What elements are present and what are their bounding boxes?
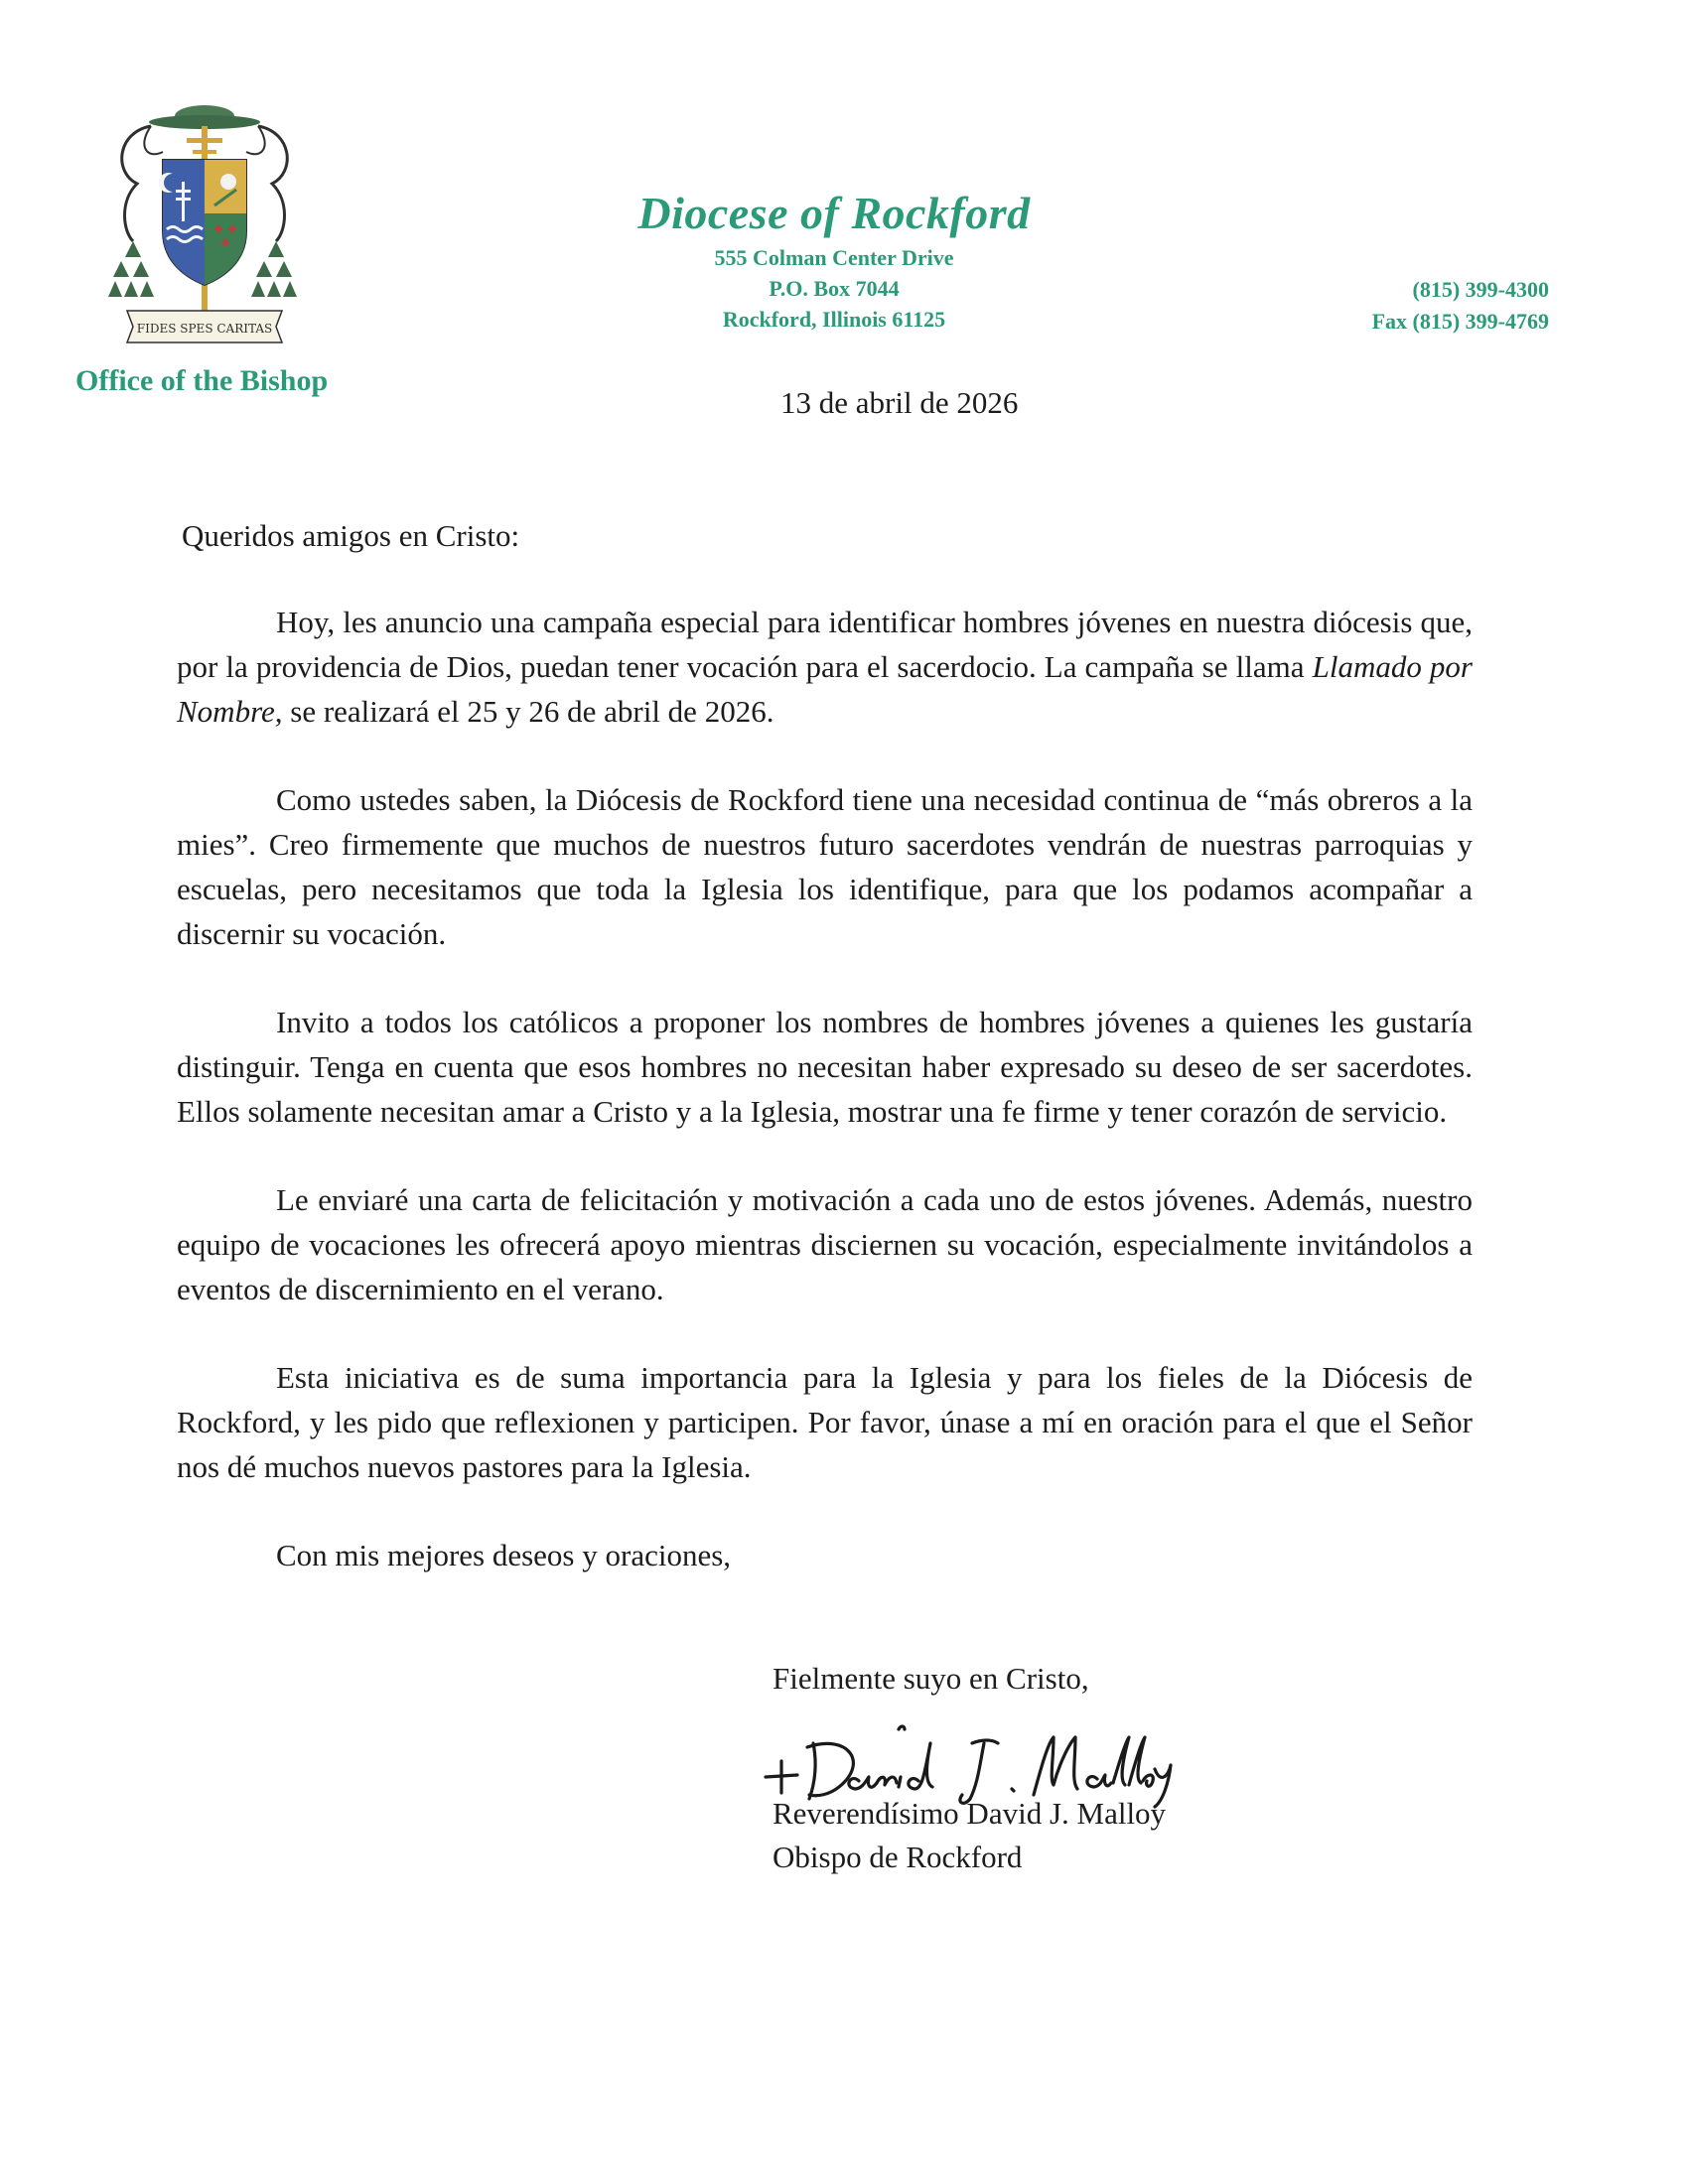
diocese-name: Diocese of Rockford <box>637 188 1031 238</box>
crest-motto: FIDES SPES CARITAS <box>136 322 273 336</box>
letter-body <box>177 600 1473 1577</box>
masthead <box>556 185 1112 335</box>
office-of-the-bishop: Office of the Bishop <box>75 364 329 397</box>
paragraph-3: Invito a todos los católicos a proponer los nombres de hombres jóvenes a quienes les gustaría distinguir. Tenga en cuenta que esos hombres no necesitan haber expresado su deseo de ser sacerdotes. Ellos solamente necesitan amar a Cristo y a la Iglesia, mostrar una fe firme y tener corazón de servicio. <box>177 1005 1473 1129</box>
paragraph-2: Como ustedes saben, la Diócesis de Rockford tiene una necesidad continua de “más obreros a la mies”. Creo firmemente que muchos de nuestros futuro sacerdotes vendrán de nuestras parroquias y escuelas, pero necesitamos que toda la Iglesia los identifique, para que los podamos acompañar a discernir su vocación. <box>177 782 1473 951</box>
paragraph-5: Esta iniciativa es de suma importancia para la Iglesia y para los fieles de la Diócesis de Rockford, y les pido que reflexionen y participen. Por favor, únase a mí en oración para el que el Señor nos dé muchos nuevos pastores para la Iglesia. <box>177 1360 1473 1484</box>
handwritten-signature <box>760 1704 1177 1811</box>
signer-name: Reverendísimo David J. Malloy <box>773 1796 1167 1831</box>
paragraph-4: Le enviaré una carta de felicitación y motivación a cada uno de estos jóvenes. Además, nuestro equipo de vocaciones les ofrecerá apoyo mientras disciernen su vocación, especialmente invitándolos a eventos de discernimiento en el verano. <box>177 1182 1473 1306</box>
paragraph-1 <box>177 600 1473 734</box>
closing-wishes: Con mis mejores deseos y oraciones, <box>276 1538 732 1572</box>
letter-date: 13 de abril de 2026 <box>780 385 1019 420</box>
signoff: Fielmente suyo en Cristo, <box>773 1661 1089 1696</box>
coat-of-arms-icon <box>107 102 302 362</box>
address-po-box: P.O. Box 7044 <box>769 276 900 301</box>
fax-number: Fax (815) 399-4769 <box>1371 309 1549 334</box>
paragraph-1-text: Hoy, les anuncio una campaña especial para identificar hombres jóvenes en nuestra diócesis que, por la providencia de Dios, puedan tener vocación para el sacerdocio. La campaña se llama <box>177 605 1473 684</box>
salutation: Queridos amigos en Cristo: <box>182 518 520 553</box>
address-street: 555 Colman Center Drive <box>714 245 954 270</box>
paragraph-1-tail: se realizará el 25 y 26 de abril de 2026. <box>282 694 774 729</box>
campaign-name: Llamado por Nombre, <box>177 649 1473 729</box>
signer-title: Obispo de Rockford <box>773 1840 1023 1874</box>
contact-block <box>1372 274 1549 338</box>
phone-number: (815) 399-4300 <box>1412 277 1549 302</box>
address-city: Rockford, Illinois 61125 <box>722 307 946 332</box>
